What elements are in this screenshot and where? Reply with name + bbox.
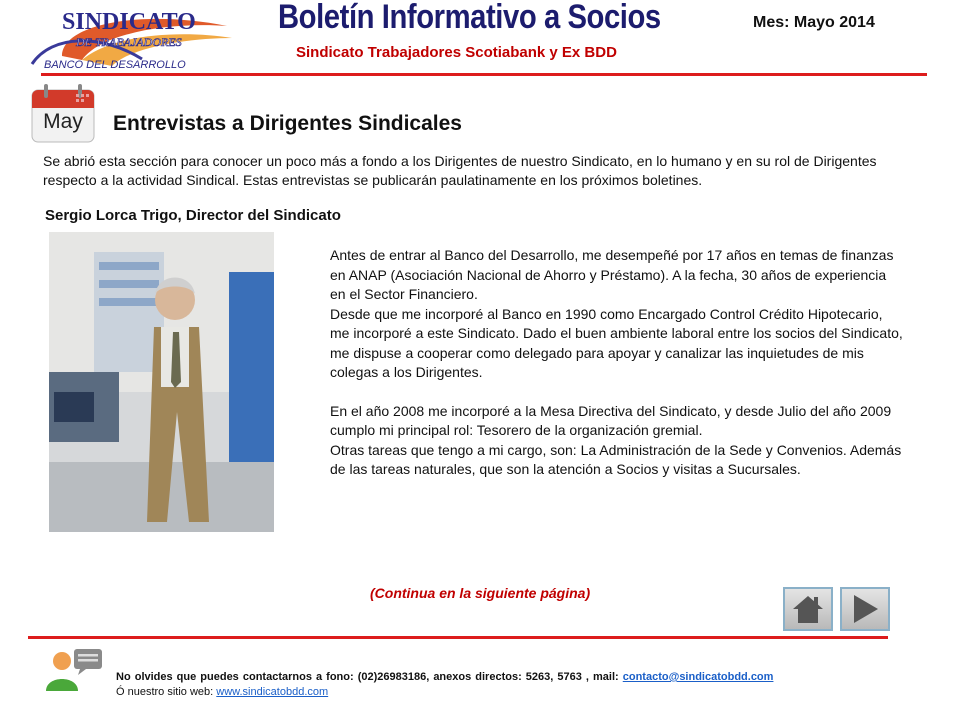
bulletin-title: Boletín Informativo a Socios — [278, 0, 661, 36]
interview-body — [330, 246, 905, 480]
footer-divider — [28, 636, 888, 639]
svg-text:SINDICATO: SINDICATO — [62, 9, 196, 35]
interview-paragraph: Otras tareas que tengo a mi cargo, son: La Administración de la Sede y Convenios. Además de las tareas naturales, que son la atención a Socios y visitas a Sucursales. — [330, 441, 902, 477]
svg-text:DE TRABAJADORES: DE TRABAJADORES — [76, 35, 182, 49]
website-link[interactable]: www.sindicatobdd.com — [216, 686, 329, 698]
interview-paragraph: Antes de entrar al Banco del Desarrollo, me desempeñé por 17 años en temas de finanzas en ANAP (Asociación Nacional de Ahorro y Préstamo). A la fecha, 30 años de experiencia en el Sector Financiero. — [330, 247, 894, 302]
issue-month: Mes: Mayo 2014 — [753, 14, 875, 31]
interview-paragraph: Desde que me incorporé al Banco en 1990 como Encargado Control Crédito Hipotecario, me incorporé a este Sindicato. Dado el buen ambiente laboral entre los socios del Sindicato, me dispuse a cooperar como delegado para apoyar y canalizar las inquietudes de mis colegas a los Dirigentes. — [330, 305, 903, 380]
bulletin-subtitle: Sindicato Trabajadores Scotiabank y Ex BDD — [296, 44, 617, 61]
union-logo — [22, 4, 240, 74]
section-title: Entrevistas a Dirigentes Sindicales — [113, 112, 462, 135]
interview-paragraph: En el año 2008 me incorporé a la Mesa Directiva del Sindicato, y desde Julio del año 2009 cumplo mi principal rol: Tesorero de la organización gremial. — [330, 402, 892, 438]
footer-contact-line — [116, 671, 773, 683]
section-intro: Se abrió esta sección para conocer un poco más a fondo a los Dirigentes de nuestro Sindicato, en lo humano y en su rol de Dirigentes respecto a la actividad Sindical. Estas entrevistas se publicarán paulatinamente en los próximos boletines. — [43, 153, 877, 188]
email-link[interactable]: contacto@sindicatobdd.com — [622, 671, 774, 683]
svg-text:BANCO DEL DESARROLLO: BANCO DEL DESARROLLO — [44, 59, 186, 71]
footer-website-line — [116, 686, 328, 698]
contact-person-icon — [44, 647, 104, 693]
interviewee-name: Sergio Lorca Trigo, Director del Sindicato — [45, 207, 341, 224]
interviewee-photo — [49, 232, 274, 532]
continued-note: (Continua en la siguiente página) — [370, 585, 591, 601]
home-button[interactable] — [783, 587, 833, 631]
calendar-label: May — [43, 110, 83, 133]
footer-contact-text: No olvides que puedes contactarnos a fono: (02)26983186, anexos directos: 5263, 5763 , mail: — [116, 671, 623, 683]
header-divider — [41, 73, 927, 76]
footer-website-text: Ó nuestro sitio web: — [116, 686, 217, 698]
home-icon — [791, 593, 825, 625]
play-arrow-icon — [850, 593, 880, 625]
next-page-button[interactable] — [840, 587, 890, 631]
